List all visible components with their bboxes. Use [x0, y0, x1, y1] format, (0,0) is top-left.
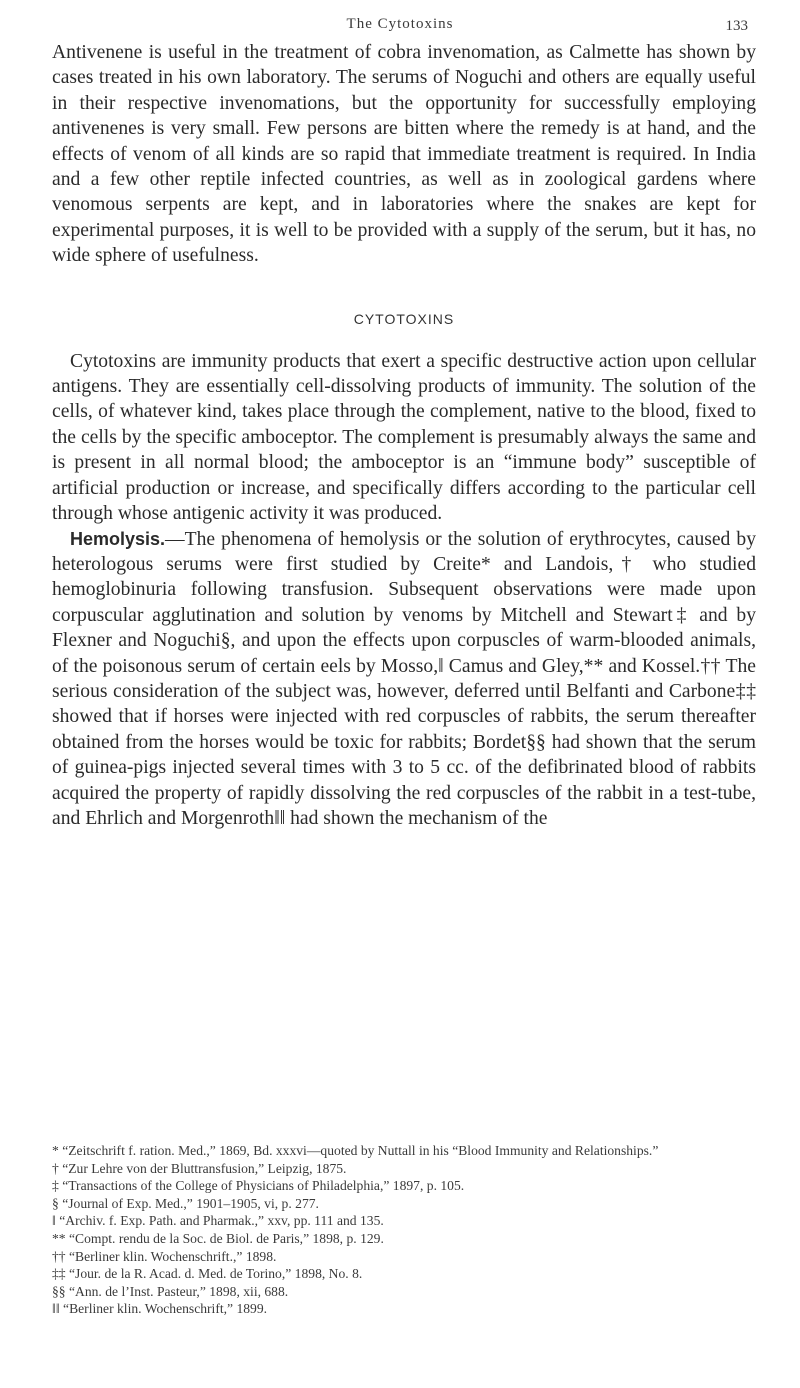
footnote: ** “Compt. rendu de la Soc. de Biol. de Paris,” 1898, p. 129. [52, 1230, 384, 1246]
section-heading: CYTOTOXINS [353, 310, 455, 327]
footnote: * “Zeitschrift f. ration. Med.,” 1869, Bd. xxxvi—quoted by Nuttall in his “Blood Immunity and Relationships.” [52, 1143, 659, 1158]
footnote: † “Zur Lehre von der Bluttransfusion,” Leipzig, 1875. [52, 1160, 347, 1176]
paragraph-antivenene: Antivenene is useful in the treatment of cobra invenomation, as Calmette has shown by cases treated in his own laboratory. The serums of Noguchi and others are equally useful in their respective invenomations, but the opportunity for successfully employing antivenenes is very small. Few persons are bitten where the remedy is at hand, and the effects of venom of all kinds are so rapid that immediate treatment is required. In India and a few other reptile infected countries, as well as in zoological gardens where venomous serpents are kept, and in laboratories where the snakes are kept for experimental purposes, it is well to be provided with a supply of the serum, but it has, no wide sphere of usefulness. [52, 42, 756, 267]
page-body [52, 40, 756, 831]
footnote: ‖ “Archiv. f. Exp. Path. and Pharmak.,” xxv, pp. 111 and 135. [52, 1213, 384, 1229]
page-number: 133 [725, 18, 748, 34]
footnote: ‖‖ “Berliner klin. Wochenschrift,” 1899. [52, 1301, 268, 1317]
paragraph-cytotoxins: Cytotoxins are immunity products that exert a specific destructive action upon cellular antigens. They are essentially cell-dissolving products of immunity. The solution of the cells, of whatever kind, takes place through the complement, native to the blood, fixed to the cells by the specific amboceptor. The complement is presumably always the same and is present in all normal blood; the amboceptor is an “immune body” susceptible of artificial production or increase, and specifically differs according to the particular cell through whose antigenic activity it was produced. [52, 350, 756, 525]
footnote: ‡ “Transactions of the College of Physicians of Philadelphia,” 1897, p. 105. [52, 1178, 465, 1194]
footnote: ‡‡ “Jour. de la R. Acad. d. Med. de Torino,” 1898, No. 8. [52, 1266, 363, 1282]
footnotes [52, 1142, 756, 1318]
run-in-heading-hemolysis: Hemolysis. [70, 528, 166, 549]
paragraph-hemolysis [52, 527, 756, 832]
running-title: The Cytotoxins [346, 16, 454, 32]
footnote: †† “Berliner klin. Wochenschrift.,” 1898. [52, 1248, 277, 1264]
footnote: §§ “Ann. de l’Inst. Pasteur,” 1898, xii, 688. [52, 1283, 289, 1299]
paragraph-hemolysis-text: —The phenomena of hemolysis or the solution of erythrocytes, caused by heterologous serums were first studied by Creite* and Landois,† who studied hemoglobinuria following transfusion. Subsequent observations were made upon corpuscular agglutination and solution by venoms by Mitchell and Stewart‡ and by Flexner and Noguchi§, and upon the effects upon corpuscles of warm-blooded animals, of the poisonous serum of certain eels by Mosso,‖ Camus and Gley,** and Kossel.†† The serious consideration of the subject was, however, deferred until Belfanti and Carbone‡‡ showed that if horses were injected with red corpuscles of rabbits, the serum thereafter obtained from the horses would be toxic for rabbits; Bordet§§ had shown that the serum of guinea-pigs injected several times with 3 to 5 cc. of the defibrinated blood of rabbits acquired the property of rapidly dissolving the red corpuscles of the rabbit in a test-tube, and Ehrlich and Morgenroth‖‖ had shown the mechanism of the [52, 528, 756, 829]
footnote: § “Journal of Exp. Med.,” 1901–1905, vi, p. 277. [52, 1195, 319, 1211]
